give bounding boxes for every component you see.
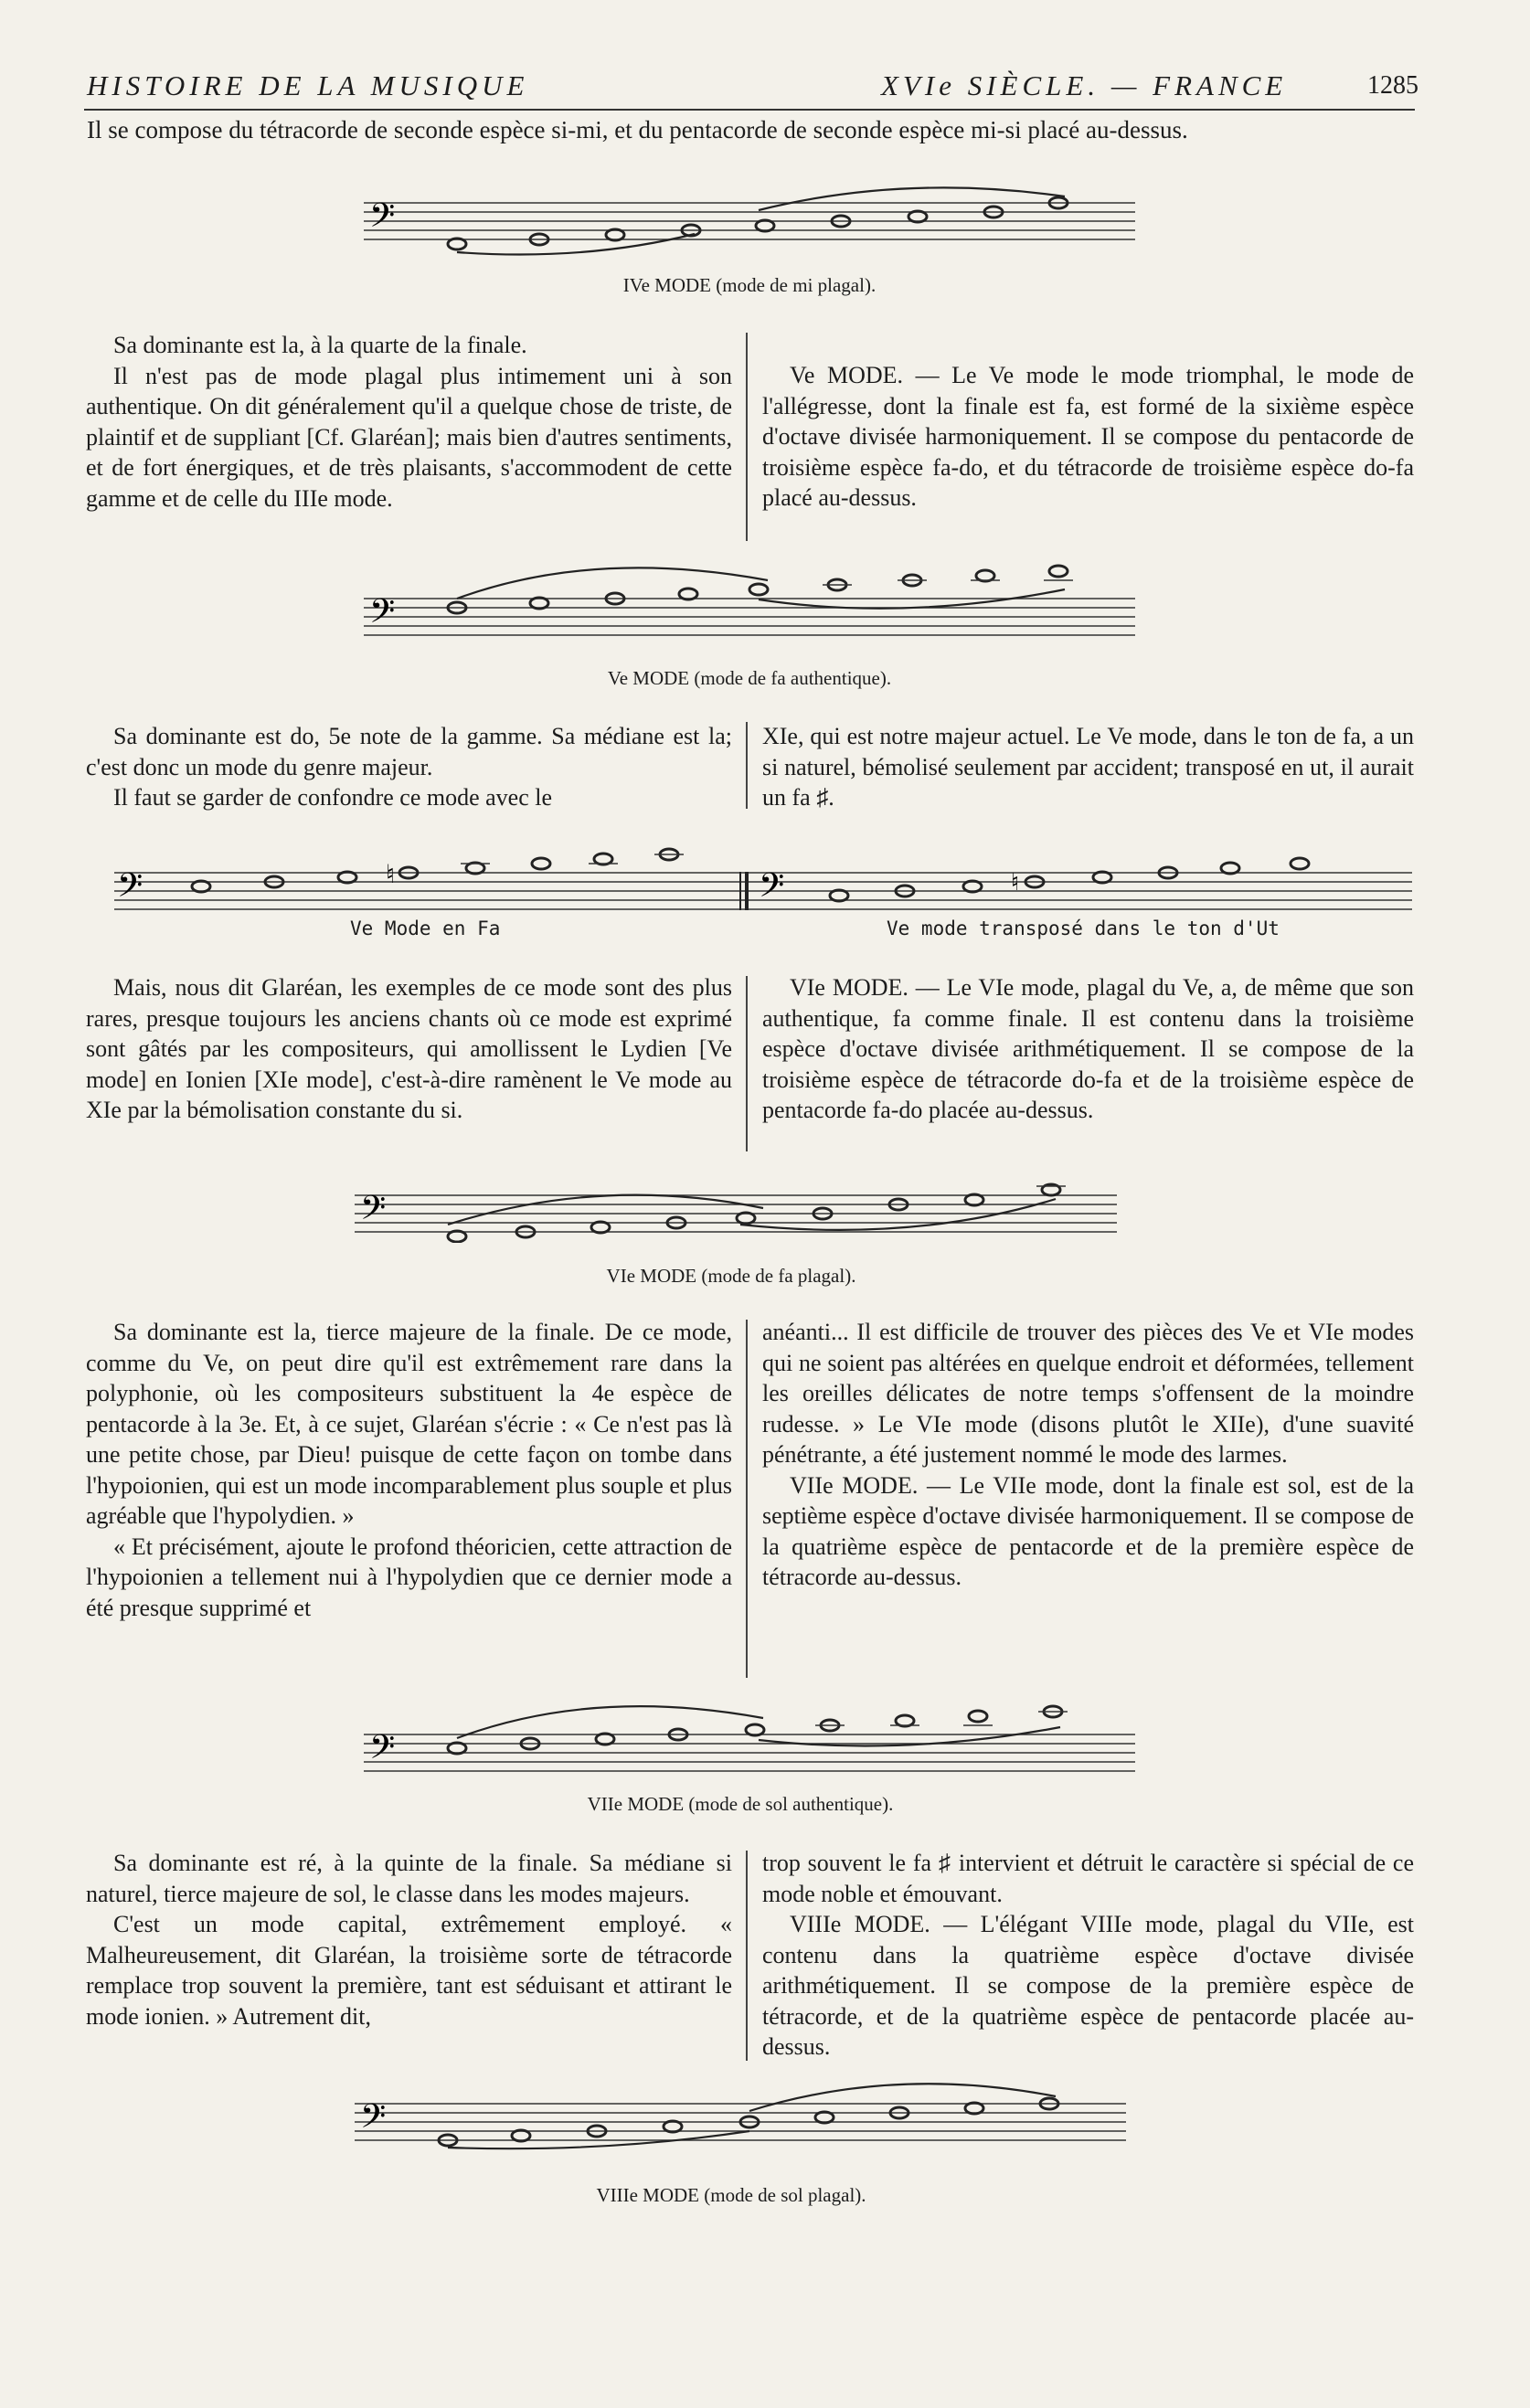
slur [759,187,1065,210]
paragraph: Sa dominante est la, tierce majeure de la finale. De ce mode, comme du Ve, on peut dire qu'il est extrêmement rare dans la polyphonie, où les compositeurs substituent la 4e espèce de pentacorde à la 3e. Et, à ce sujet, Glaréan s'écrie : « Ce n'est pas là une petite chose, par Dieu! puisque de cette façon on tombe dans l'hypoionien, qui est un mode incomparablement plus souple et plus agréable que l'hypolydien. » [86,1319,732,1529]
svg-text:♮: ♮ [1011,869,1020,896]
running-head-left: HISTOIRE DE LA MUSIQUE [87,69,529,101]
caption-mode4: IVe MODE (mode de mi plagal). [622,274,877,296]
sec5-left [86,1848,732,2031]
caption-mode8: VIIIe MODE (mode de sol plagal). [596,2184,866,2206]
bass-clef-icon: 𝄢 [759,866,785,913]
note [756,220,774,231]
caption-mode5-ut: Ve mode transposé dans le ton d'Ut [887,918,1280,939]
staff-lines [364,599,1135,635]
staff-mode4 [356,183,1142,265]
sec1-right [762,360,1414,514]
sec5-right [762,1848,1414,2063]
bass-clef-icon: 𝄢 [369,196,396,243]
paragraph: Il faut se garder de confondre ce mode avec le [113,784,553,811]
caption-mode5-fa: Ve Mode en Fa [350,918,501,939]
bass-clef-icon: 𝄢 [369,592,396,639]
bass-clef-icon: 𝄢 [360,1189,387,1236]
paragraph: Sa dominante est la, à la quarte de la finale. [113,332,527,358]
staff-mode8 [347,2076,1133,2159]
header-rule [84,109,1415,111]
sec3-right [762,972,1414,1126]
caption-mode5: Ve MODE (mode de fa authentique). [607,667,892,689]
sec4-left [86,1317,732,1623]
sec4-right [762,1317,1414,1593]
column-rule [746,976,748,1151]
paragraph: XIe, qui est notre majeur actuel. Le Ve mode, dans le ton de fa, a un si naturel, bémolisé seulement par accident; transposé en ut, il aurait un fa ♯. [762,723,1414,811]
bass-clef-icon: 𝄢 [117,866,143,913]
bass-clef-icon: 𝄢 [360,2097,387,2144]
staff-mode5-pair [110,832,1417,914]
paragraph: VIIIe MODE. — L'élégant VIIIe mode, plagal du VIIe, est contenu dans la quatrième espèce d'octave divisée arithmétiquement. Il se compose de la première espèce de tétracorde, et de la quatrième espèce de pentacorde placée au-dessus. [762,1911,1414,2060]
paragraph: Sa dominante est ré, à la quinte de la finale. Sa médiane si naturel, tierce majeure de sol, le classe dans les modes majeurs. [86,1850,732,1907]
page-number: 1285 [1367,71,1418,100]
paragraph: Sa dominante est do, 5e note de la gamme. Sa médiane est la; c'est donc un mode du genre majeur. [86,723,732,780]
staff-lines [364,203,1135,239]
paragraph: VIe MODE. — Le VIe mode, plagal du Ve, a, de même que son authentique, fa comme finale. Il est contenu dans la troisième espèce d'octave divisée arithmétiquement. Il se compose de la troisième espèce de tétracorde do-fa et de la troisième espèce de pentacorde fa-do placée au-dessus. [762,974,1414,1123]
paragraph: Ve MODE. — Le Ve mode le mode triomphal, le mode de l'allégresse, dont la finale est fa, est formé de la sixième espèce d'octave divisée harmoniquement. Il se compose du pentacorde de troisième espèce fa-do, et du tétracorde de troisième espèce do-fa placé au-dessus. [762,362,1414,511]
paragraph: Il n'est pas de mode plagal plus intimement uni à son authentique. On dit généralement qu'il a quelque chose de triste, de plaintif et de suppliant [Cf. Glaréan]; mais bien d'autres sentiments, et de fort énergiques, et de très plaisants, s'accommodent de cette gamme et de celle du IIIe mode. [86,362,732,512]
staff-mode5 [356,557,1142,649]
sec2-left [86,721,732,813]
sec3-left [86,972,732,1126]
column-rule [746,1851,748,2061]
paragraph: trop souvent le fa ♯ intervient et détruit le caractère si spécial de ce mode noble et émouvant. [762,1850,1414,1907]
staff-mode7 [356,1691,1142,1782]
slur [740,1199,1056,1230]
column-rule [746,1320,748,1678]
column-rule [746,722,748,809]
slur [448,1195,763,1225]
bass-clef-icon: 𝄢 [369,1728,396,1775]
caption-mode7: VIIe MODE (mode de sol authentique). [587,1793,894,1815]
staff-mode6 [347,1170,1124,1243]
paragraph: VIIe MODE. — Le VIIe mode, dont la finale est sol, est de la septième espèce d'octave divisée harmoniquement. Il se compose de la quatrième espèce de pentacorde et de la première espèce de tétracorde au-dessus. [762,1471,1414,1590]
caption-mode6: VIe MODE (mode de fa plagal). [606,1265,856,1287]
slur [457,234,695,255]
note [908,211,927,222]
paragraph: Mais, nous dit Glaréan, les exemples de ce mode sont des plus rares, presque toujours les anciens chants où ce mode est exprimé sont gâtés par les compositeurs, qui amollissent le Lydien [Ve mode] en Ionien [XIe mode], c'est-à-dire ramènent le Ve mode au XIe par la bémolisation constante du si. [86,974,732,1123]
running-head-right: XVIe SIÈCLE. — FRANCE [881,69,1288,101]
svg-text:♮: ♮ [386,859,396,889]
sec2-right [762,721,1414,813]
intro-line: Il se compose du tétracorde de seconde espèce si-mi, et du pentacorde de seconde espèce mi-si placé au-dessus. [87,116,1188,143]
paragraph: C'est un mode capital, extrêmement employé. « Malheureusement, dit Glaréan, la troisième sorte de tétracorde remplace trop souvent la première, tant est séduisant et attirant le mode ionien. » Autrement dit, [86,1911,732,2030]
paragraph: « Et précisément, ajoute le profond théoricien, cette attraction de l'hypoionien a tellement nui à l'hypolydien que ce dernier mode a été presque supprimé et [86,1533,732,1621]
column-rule [746,333,748,541]
sec1-left [86,330,732,514]
staff-lines [364,1734,1135,1771]
paragraph: anéanti... Il est difficile de trouver des pièces des Ve et VIe modes qui ne soient pas altérées en quelque endroit et déformées, tellement les oreilles délicates de notre temps s'offensent de la moindre rudesse. » Le VIe mode (disons plutôt le XIIe), d'une suavité pénétrante, a été justement nommé le mode des larmes. [762,1319,1414,1468]
